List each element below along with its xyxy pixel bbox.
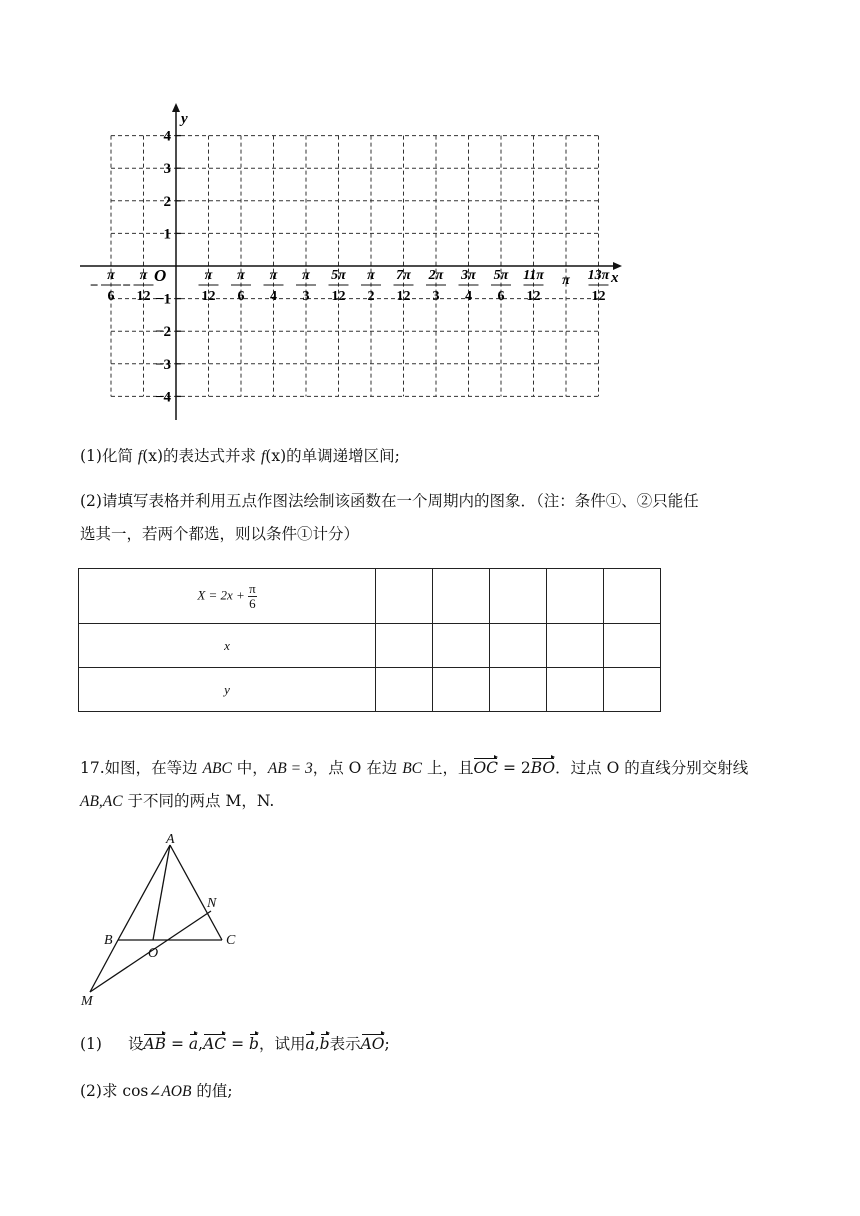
x-axis-label: x — [611, 270, 619, 286]
point-label-b: B — [104, 933, 113, 948]
q17-line2 — [80, 790, 274, 813]
q16-part2-line1: (2)请填写表格并利用五点作图法绘制该函数在一个周期内的图象．（注：条件①、②只能任 — [80, 492, 699, 510]
table-cell[interactable] — [490, 569, 547, 624]
table-row — [79, 569, 661, 624]
q17-vector-a2: a — [305, 1035, 315, 1053]
svg-text:12: 12 — [396, 289, 411, 304]
svg-text:π: π — [237, 268, 245, 283]
table-cell[interactable] — [604, 624, 661, 668]
svg-text:3π: 3π — [461, 268, 476, 283]
svg-text:−: − — [89, 278, 99, 294]
svg-text:3: 3 — [432, 289, 440, 304]
svg-text:2: 2 — [367, 289, 375, 304]
x-tick-label — [90, 268, 121, 304]
table-cell[interactable] — [376, 569, 433, 624]
x-tick-label — [562, 273, 570, 288]
y-tick-label: −1 — [154, 291, 171, 308]
q17-sub2-suffix: 的值; — [191, 1082, 233, 1100]
table-cell[interactable] — [490, 624, 547, 668]
q17-sub2-angle: AOB — [161, 1083, 192, 1100]
q17-eq2: = 2 — [498, 759, 531, 777]
point-label-n: N — [207, 896, 217, 911]
q17-text-a: 如图，在等边 — [104, 759, 203, 777]
svg-text:12: 12 — [331, 289, 346, 304]
segment-ac — [170, 845, 222, 940]
table-cell[interactable] — [547, 668, 604, 712]
svg-text:π: π — [204, 268, 213, 283]
q17-sub1-let: 设 — [127, 1035, 144, 1053]
y-axis — [172, 103, 180, 420]
triangle-figure — [70, 832, 260, 1012]
q17-end: ; — [384, 1035, 390, 1053]
svg-text:5π: 5π — [331, 268, 346, 283]
five-point-table — [78, 568, 661, 712]
svg-text:4: 4 — [270, 289, 277, 304]
y-tick-label: −4 — [154, 389, 171, 406]
q16-part1-x1: (x) — [142, 447, 164, 465]
q17-text-e: ．过点 O 的直线分别交射线 — [555, 759, 749, 777]
q16-part1-f2: f — [260, 448, 266, 465]
svg-text:7π: 7π — [396, 268, 411, 283]
q16-part1-suffix: 的单调递增区间; — [286, 447, 400, 465]
q17-vector-ao: AO — [360, 1035, 385, 1053]
q17-vector-ac: AC — [203, 1035, 227, 1053]
y-tick-label: 2 — [163, 193, 171, 210]
q17-eq-b: = — [226, 1035, 250, 1053]
svg-text:12: 12 — [201, 289, 216, 304]
table-header-X — [79, 569, 376, 624]
y-tick-label: 3 — [163, 161, 171, 178]
svg-text:π: π — [139, 268, 148, 283]
y-tick-label: 4 — [163, 128, 171, 145]
q17-line2-vars: AB,AC — [80, 793, 123, 810]
segment-ab — [118, 845, 170, 940]
svg-text:5π: 5π — [493, 268, 509, 283]
origin-label: O — [154, 266, 167, 285]
q17-text-d: 上，且 — [422, 759, 474, 777]
table-cell[interactable] — [433, 569, 490, 624]
table-X-fraction — [248, 582, 257, 611]
table-cell[interactable] — [433, 668, 490, 712]
q17-vector-a: a — [188, 1035, 199, 1053]
svg-text:π: π — [562, 273, 570, 288]
point-label-a: A — [166, 832, 175, 847]
q17-text-b: 中， — [231, 759, 268, 777]
q17-sub1 — [80, 1033, 390, 1055]
q17-vector-b2: b — [319, 1035, 330, 1053]
svg-text:π: π — [269, 268, 278, 283]
table-X-prefix: X = 2x + — [197, 586, 249, 602]
q17-abc: ABC — [202, 760, 232, 777]
svg-text:12: 12 — [591, 289, 606, 304]
q17-number: 17. — [80, 759, 105, 777]
coordinate-grid-figure — [70, 95, 630, 430]
svg-text:12: 12 — [136, 289, 151, 304]
q17-bc: BC — [402, 760, 423, 777]
q16-part1 — [80, 445, 400, 468]
q16-part1-prefix: (1)化简 — [80, 447, 138, 465]
q17-eq-a: = — [166, 1035, 189, 1053]
q17-sub1-label: (1) — [80, 1035, 102, 1053]
table-row — [79, 624, 661, 668]
q17-vector-ab: AB — [143, 1035, 167, 1053]
svg-text:6: 6 — [497, 289, 505, 304]
svg-text:π: π — [367, 268, 375, 283]
q17-express: 表示 — [329, 1035, 361, 1053]
table-header-x: x — [79, 624, 376, 668]
svg-text:6: 6 — [107, 289, 115, 304]
q17-line1 — [80, 757, 748, 780]
table-X-num: π — [249, 580, 256, 596]
y-axis-label: y — [181, 111, 188, 127]
y-tick-label: −2 — [154, 324, 171, 341]
y-tick-label: −3 — [154, 356, 171, 373]
q17-comma2: , — [314, 1035, 320, 1053]
q17-line2-text: 于不同的两点 M，N. — [122, 792, 275, 810]
table-cell[interactable] — [433, 624, 490, 668]
point-label-c: C — [226, 933, 236, 948]
table-cell[interactable] — [376, 624, 433, 668]
q17-text-c: ，点 O 在边 — [312, 759, 403, 777]
q16-part1-mid: 的表达式并求 — [163, 447, 261, 465]
svg-text:12: 12 — [526, 289, 541, 304]
q16-part1-f1: f — [137, 448, 143, 465]
svg-text:4: 4 — [465, 289, 472, 304]
q17-vector-oc: OC — [473, 759, 499, 777]
q16-part1-x2: (x) — [265, 447, 287, 465]
svg-text:3: 3 — [302, 289, 310, 304]
svg-text:11π: 11π — [523, 268, 544, 283]
q17-use: ，试用 — [258, 1035, 306, 1053]
q17-comma: , — [198, 1035, 204, 1053]
svg-text:2π: 2π — [428, 268, 444, 283]
table-header-y: y — [79, 668, 376, 712]
svg-text:6: 6 — [237, 289, 245, 304]
table-cell[interactable] — [604, 569, 661, 624]
point-label-m: M — [81, 994, 93, 1009]
point-label-o: O — [148, 946, 159, 961]
table-row — [79, 668, 661, 712]
table-cell[interactable] — [547, 569, 604, 624]
q17-vector-b: b — [249, 1035, 259, 1053]
svg-text:π: π — [302, 268, 310, 283]
svg-text:13π: 13π — [587, 268, 610, 283]
table-cell[interactable] — [604, 668, 661, 712]
q16-part2-line2: 选其一，若两个都选，则以条件①计分） — [80, 525, 360, 543]
q17-sub2-prefix: (2)求 cos∠ — [80, 1082, 162, 1100]
table-cell[interactable] — [376, 668, 433, 712]
q17-ab-eq: AB = 3 — [267, 760, 313, 777]
svg-text:π: π — [107, 268, 115, 283]
q17-sub2 — [80, 1080, 233, 1103]
table-cell[interactable] — [547, 624, 604, 668]
y-tick-label: 1 — [163, 226, 171, 243]
q17-vector-bo: BO — [530, 759, 556, 777]
svg-text:−: − — [122, 278, 131, 294]
table-X-den: 6 — [249, 595, 256, 611]
table-cell[interactable] — [490, 668, 547, 712]
